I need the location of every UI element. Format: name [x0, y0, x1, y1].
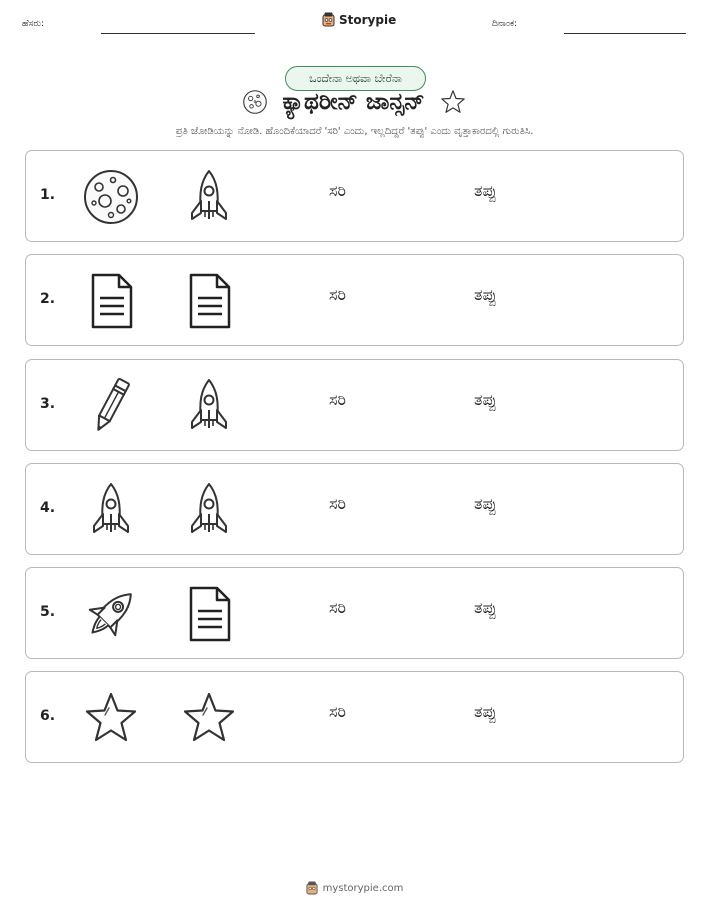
option-correct[interactable]: ಸರಿ [329, 598, 346, 617]
brand-name: Storypie [339, 12, 397, 27]
document-icon [179, 584, 239, 644]
option-correct[interactable]: ಸರಿ [329, 702, 346, 721]
exercise-row [25, 359, 684, 451]
row-number: 2. [40, 291, 56, 307]
flying-rocket-icon [81, 584, 141, 644]
option-correct[interactable]: ಸರಿ [329, 494, 346, 513]
option-wrong[interactable]: ತಪ್ಪು [474, 494, 497, 513]
logo-mascot-icon [322, 12, 335, 27]
rocket-icon [179, 376, 239, 436]
instructions: ಪ್ರತಿ ಜೋಡಿಯನ್ನು ನೋಡಿ. ಹೊಂದಿಕೆಯಾದರೆ 'ಸರಿ' ಎಂದು, ಇಲ್ಲದಿದ್ದರೆ 'ತಪ್ಪು' ಎಂದು ವೃತ್ತಾಕಾರದಲ್ಲಿ ಗುರುತಿಸಿ. [175, 126, 534, 137]
moon-icon [242, 89, 268, 115]
worksheet-title: ಕ್ಯಾಥರೀನ್ ಜಾನ್ಸನ್ [282, 89, 425, 115]
exercise-row [25, 254, 684, 346]
exercise-row [25, 567, 684, 659]
pencil-icon [81, 376, 141, 436]
footer [0, 881, 709, 895]
footer-url: mystorypie.com [322, 882, 404, 894]
name-field[interactable] [101, 33, 255, 34]
exercise-row [25, 671, 684, 763]
option-wrong[interactable]: ತಪ್ಪು [474, 598, 497, 617]
option-correct[interactable]: ಸರಿ [329, 181, 346, 200]
option-wrong[interactable]: ತಪ್ಪು [474, 702, 497, 721]
row-number: 4. [40, 500, 56, 516]
name-label: ಹೆಸರು: [22, 19, 45, 29]
rocket-icon [179, 167, 239, 227]
row-number: 5. [40, 604, 56, 620]
document-icon [179, 271, 239, 331]
rocket-icon [179, 480, 239, 540]
title-row [0, 88, 709, 116]
star-icon [81, 688, 141, 748]
option-wrong[interactable]: ತಪ್ಪು [474, 181, 497, 200]
option-wrong[interactable]: ತಪ್ಪು [474, 285, 497, 304]
rocket-icon [81, 480, 141, 540]
option-correct[interactable]: ಸರಿ [329, 285, 346, 304]
exercise-row [25, 150, 684, 242]
option-wrong[interactable]: ತಪ್ಪು [474, 390, 497, 409]
row-number: 3. [40, 396, 56, 412]
date-label: ದಿನಾಂಕ: [492, 19, 518, 29]
star-icon [179, 688, 239, 748]
option-correct[interactable]: ಸರಿ [329, 390, 346, 409]
star-icon [439, 88, 467, 116]
footer-logo-icon [306, 881, 318, 895]
document-icon [81, 271, 141, 331]
row-number: 6. [40, 708, 56, 724]
moon-icon [81, 167, 141, 227]
row-number: 1. [40, 187, 56, 203]
date-field[interactable] [564, 33, 686, 34]
storypie-logo [322, 12, 396, 27]
activity-badge: ಒಂದೇನಾ ಅಥವಾ ಬೇರೆನಾ [285, 66, 426, 91]
exercise-row [25, 463, 684, 555]
